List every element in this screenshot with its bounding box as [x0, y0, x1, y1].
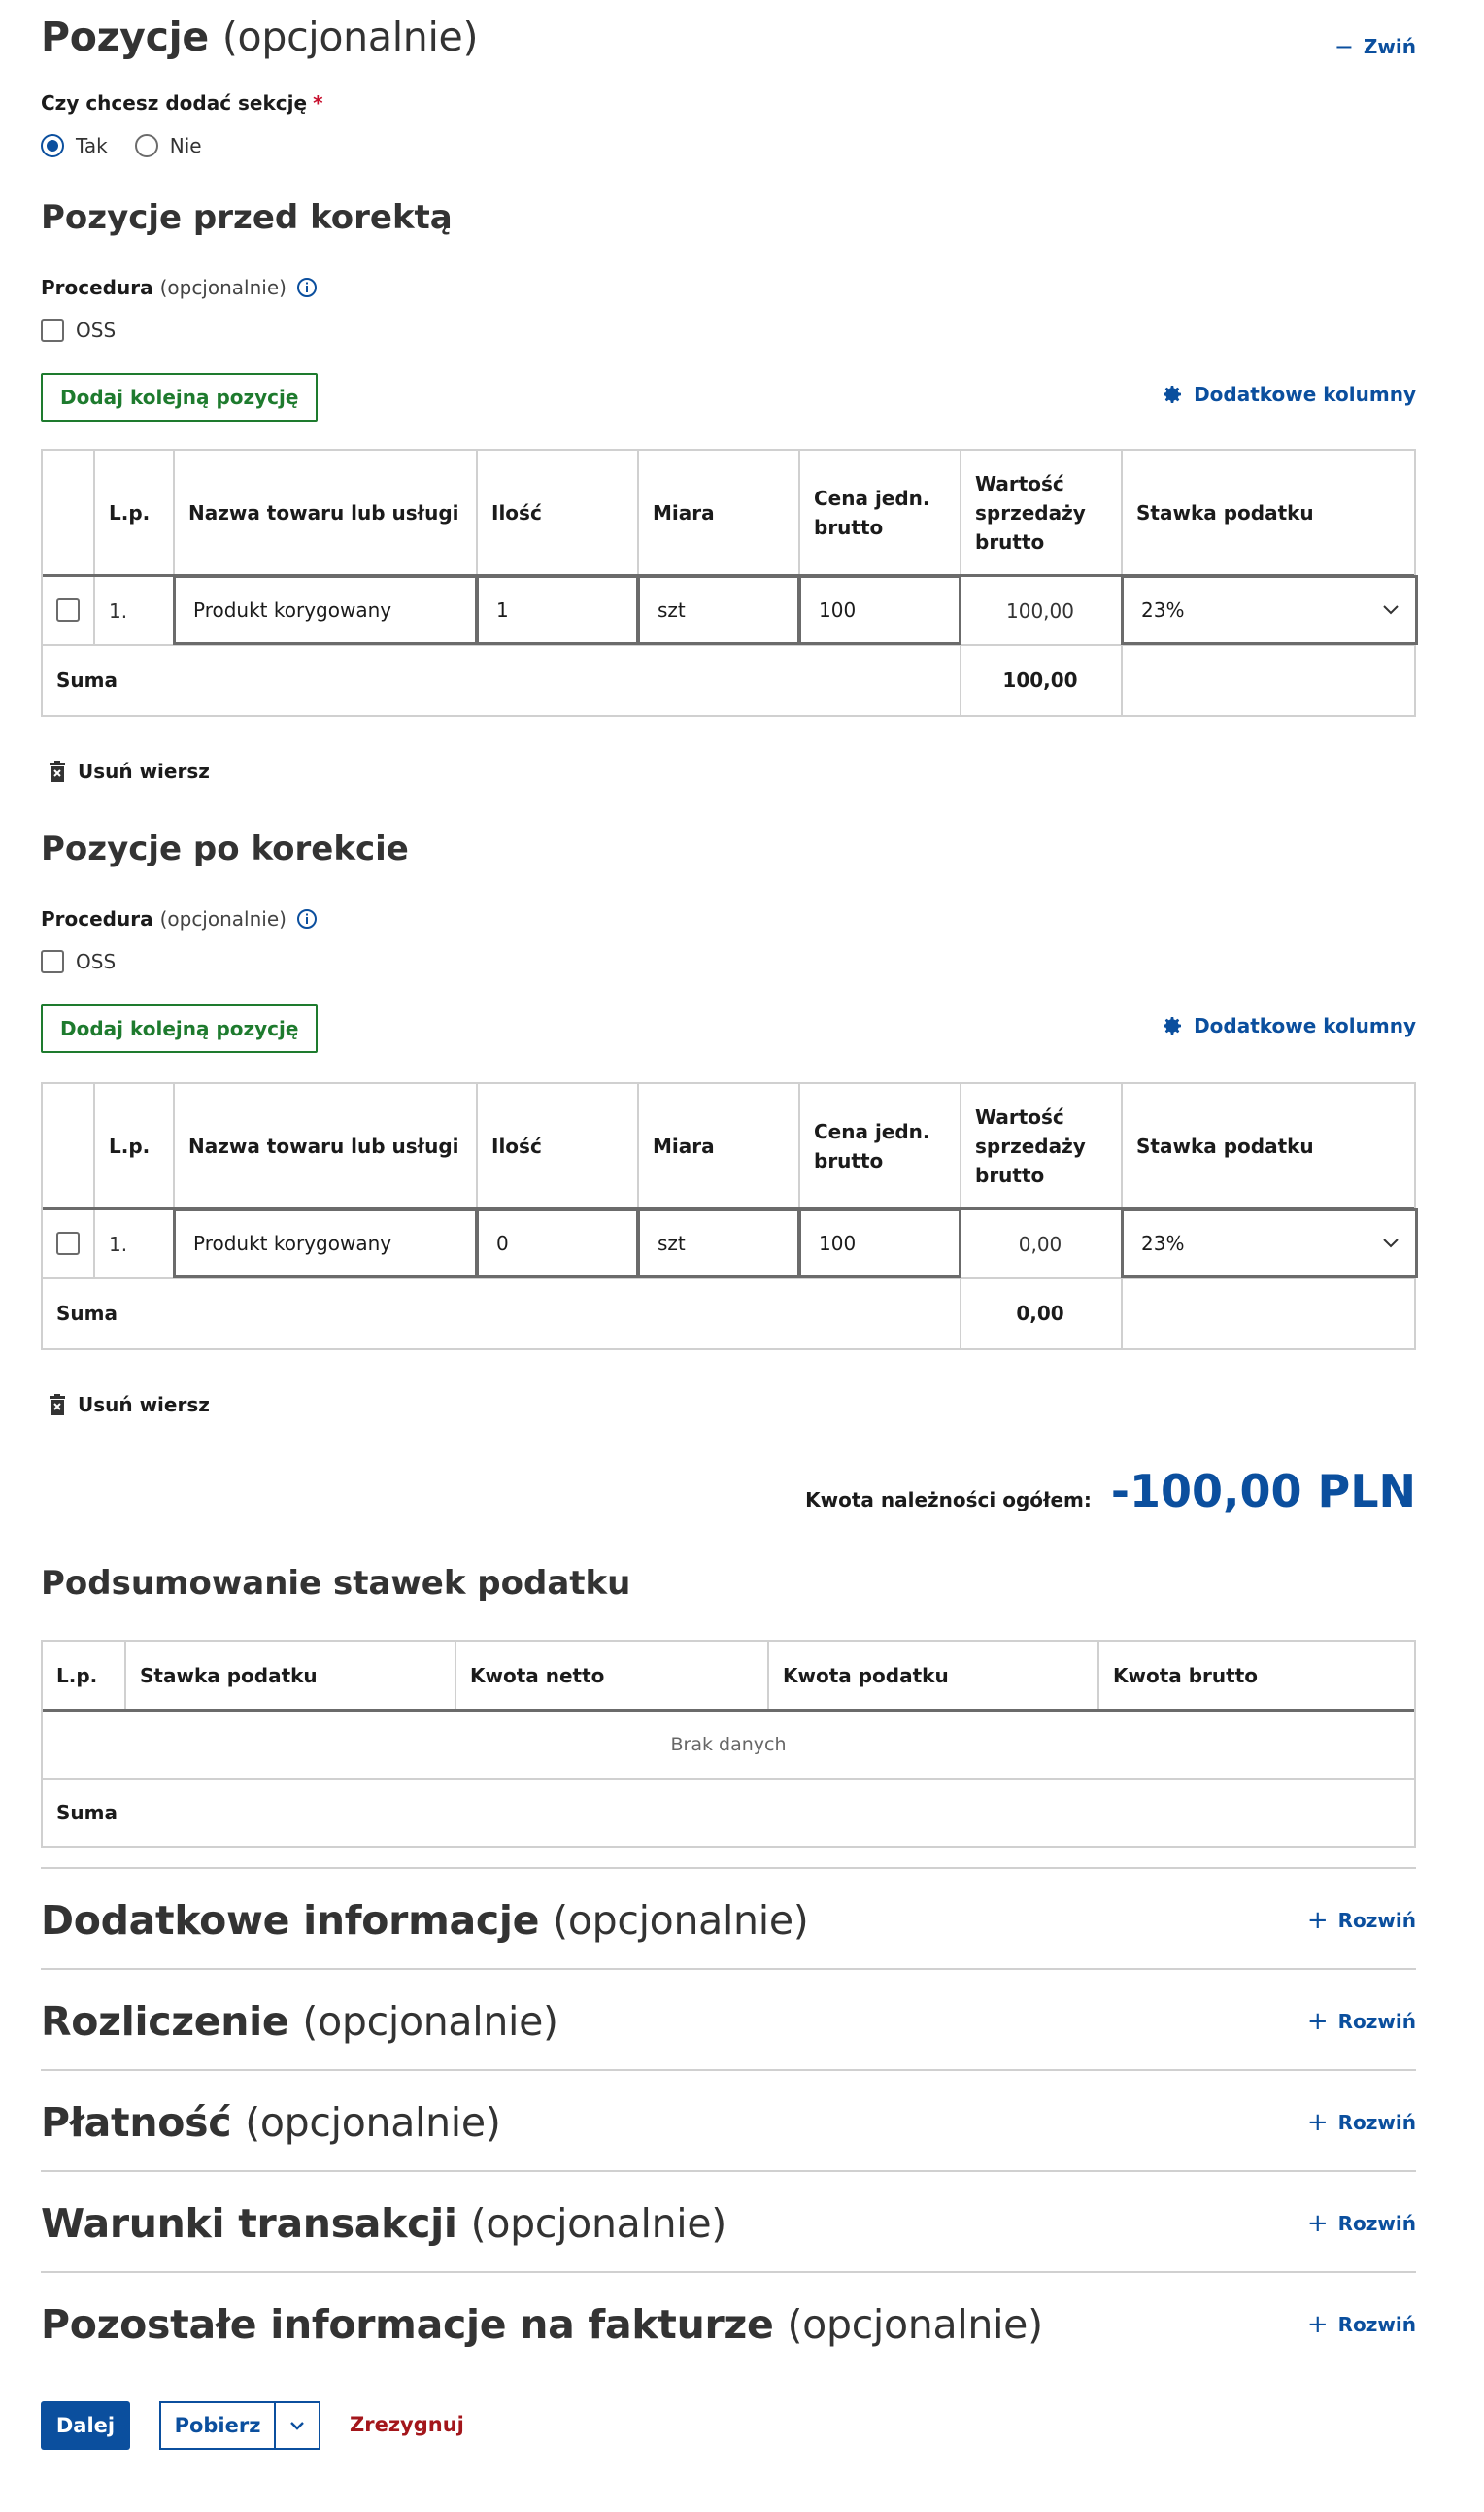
header-value-line2: sprzedaży — [975, 501, 1086, 525]
after-add-item-button[interactable]: Dodaj kolejną pozycję — [41, 1004, 318, 1053]
plus-icon: + — [1306, 2007, 1329, 2036]
question-text: Czy chcesz dodać sekcję — [41, 91, 308, 115]
gear-icon — [1161, 1014, 1184, 1037]
row-unit-input[interactable]: szt — [637, 575, 800, 645]
header-lp: L.p. — [109, 1135, 151, 1158]
expand-button[interactable] — [1307, 2108, 1416, 2137]
section-warunki-transakcji — [41, 2197, 1416, 2250]
info-icon[interactable] — [296, 908, 318, 930]
section-rozliczenie — [41, 1995, 1416, 2048]
total-amount — [805, 1465, 1416, 1517]
before-add-item-button[interactable]: Dodaj kolejną pozycję — [41, 373, 318, 422]
optional-label: (opcjonalnie) — [470, 2200, 726, 2247]
section-dodatkowe-informacje — [41, 1894, 1416, 1947]
extra-columns-label: Dodatkowe kolumny — [1194, 1014, 1416, 1037]
chevron-down-icon — [1382, 604, 1400, 616]
row-rate-select[interactable] — [1121, 575, 1418, 645]
tax-header-rate: Stawka podatku — [140, 1664, 318, 1687]
section-title-text: Rozliczenie — [41, 1998, 289, 2045]
delete-row-label: Usuń wiersz — [78, 1393, 210, 1416]
header-value — [975, 1084, 1086, 1208]
header-value-line3: brutto — [975, 530, 1045, 554]
required-mark: * — [313, 91, 323, 115]
before-oss-label: OSS — [76, 319, 117, 342]
before-procedure-label — [41, 276, 318, 299]
optional-label: (opcjonalnie) — [221, 14, 479, 60]
section-title-text: Pozostałe informacje na fakturze — [41, 2301, 774, 2348]
before-extra-columns-button[interactable] — [1161, 383, 1416, 406]
trash-icon — [49, 1394, 66, 1415]
section-pozostale-informacje — [41, 2298, 1416, 2351]
row-unit-input[interactable]: szt — [637, 1208, 800, 1278]
section-title — [41, 2301, 1043, 2348]
total-label: Kwota należności ogółem: — [805, 1488, 1092, 1511]
row-qty-input[interactable]: 0 — [476, 1208, 639, 1278]
tax-empty-state: Brak danych — [670, 1734, 787, 1755]
row-checkbox[interactable] — [56, 1232, 80, 1255]
section-title — [41, 1897, 808, 1944]
expand-button[interactable] — [1307, 2209, 1416, 2238]
expand-label: Rozwiń — [1337, 2313, 1416, 2336]
row-rate-value: 23% — [1141, 1232, 1185, 1255]
optional-label: (opcjonalnie) — [553, 1897, 809, 1944]
procedure-text: Procedura — [41, 907, 153, 931]
section-title — [41, 2200, 726, 2247]
header-rate: Stawka podatku — [1136, 1135, 1314, 1158]
optional-label: (opcjonalnie) — [302, 1998, 558, 2045]
tax-header-gross: Kwota brutto — [1113, 1664, 1259, 1687]
expand-label: Rozwiń — [1337, 2111, 1416, 2134]
row-checkbox[interactable] — [56, 598, 80, 622]
radio-yes-label: Tak — [76, 134, 108, 157]
header-unit: Miara — [653, 1135, 715, 1158]
section-platnosc — [41, 2096, 1416, 2149]
tax-header-lp: L.p. — [56, 1664, 98, 1687]
before-items-table — [41, 449, 1416, 717]
expand-button[interactable] — [1307, 1906, 1416, 1935]
expand-button[interactable] — [1307, 2007, 1416, 2036]
row-value: 0,00 — [1018, 1233, 1062, 1256]
header-unit: Miara — [653, 501, 715, 525]
row-price-input[interactable]: 100 — [798, 575, 961, 645]
header-qty: Ilość — [491, 501, 542, 525]
section-title-pozycje — [41, 14, 478, 60]
header-value-line3: brutto — [975, 1164, 1045, 1187]
header-rate: Stawka podatku — [1136, 501, 1314, 525]
download-dropdown-toggle[interactable] — [276, 2403, 319, 2448]
section-title-text: Pozycje — [41, 14, 209, 60]
before-delete-row-button[interactable] — [49, 760, 210, 783]
tax-header-tax: Kwota podatku — [783, 1664, 949, 1687]
header-value-line1: Wartość — [975, 1105, 1064, 1129]
tax-summary-table — [41, 1640, 1416, 1848]
extra-columns-label: Dodatkowe kolumny — [1194, 383, 1416, 406]
row-name-input[interactable]: Produkt korygowany — [173, 1208, 478, 1278]
row-name-input[interactable]: Produkt korygowany — [173, 575, 478, 645]
header-price — [814, 1084, 930, 1208]
section-title-text: Płatność — [41, 2099, 232, 2146]
section-title — [41, 1998, 558, 2045]
after-title: Pozycje po korekcie — [41, 830, 409, 868]
header-value-line2: sprzedaży — [975, 1135, 1086, 1158]
tax-sum-label: Suma — [56, 1801, 118, 1824]
sum-label: Suma — [56, 1302, 118, 1325]
header-price — [814, 451, 930, 575]
procedure-optional: (opcjonalnie) — [159, 907, 287, 931]
header-value-line1: Wartość — [975, 472, 1064, 495]
add-section-question — [41, 91, 323, 115]
total-value: -100,00 PLN — [1110, 1465, 1416, 1517]
plus-icon: + — [1306, 2108, 1329, 2137]
row-lp: 1. — [109, 1233, 128, 1256]
header-value — [975, 451, 1086, 575]
section-title-text: Dodatkowe informacje — [41, 1897, 540, 1944]
row-value: 100,00 — [1006, 599, 1074, 623]
minus-icon: − — [1333, 33, 1354, 60]
row-qty-input[interactable]: 1 — [476, 575, 639, 645]
sum-value: 100,00 — [1002, 668, 1078, 692]
radio-no-label: Nie — [169, 134, 202, 157]
row-price-input[interactable]: 100 — [798, 1208, 961, 1278]
download-split-button — [159, 2401, 320, 2450]
after-oss-label: OSS — [76, 950, 117, 973]
after-delete-row-button[interactable] — [49, 1393, 210, 1416]
radio-no[interactable] — [135, 134, 158, 157]
after-extra-columns-button[interactable] — [1161, 1014, 1416, 1037]
optional-label: (opcjonalnie) — [245, 2099, 501, 2146]
download-button[interactable]: Pobierz — [174, 2414, 261, 2437]
section-title — [41, 2099, 501, 2146]
header-price-line2: brutto — [814, 1149, 884, 1172]
row-lp: 1. — [109, 599, 128, 623]
header-price-line2: brutto — [814, 516, 884, 539]
expand-label: Rozwiń — [1337, 2212, 1416, 2235]
before-title: Pozycje przed korektą — [41, 198, 453, 237]
optional-label: (opcjonalnie) — [787, 2301, 1043, 2348]
gear-icon — [1161, 383, 1184, 406]
collapse-button[interactable] — [1334, 33, 1416, 60]
sum-value: 0,00 — [1016, 1302, 1064, 1325]
header-price-line1: Cena jedn. — [814, 487, 930, 510]
tax-summary-title: Podsumowanie stawek podatku — [41, 1564, 631, 1603]
before-oss-checkbox[interactable] — [41, 319, 64, 342]
next-button[interactable]: Dalej — [41, 2401, 130, 2450]
sum-label: Suma — [56, 668, 118, 692]
collapse-label: Zwiń — [1363, 35, 1416, 58]
plus-icon: + — [1306, 2310, 1329, 2339]
section-title-text: Warunki transakcji — [41, 2200, 457, 2247]
plus-icon: + — [1306, 2209, 1329, 2238]
header-name: Nazwa towaru lub usługi — [188, 501, 459, 525]
procedure-text: Procedura — [41, 276, 153, 299]
radio-yes[interactable] — [41, 134, 64, 157]
expand-label: Rozwiń — [1337, 1909, 1416, 1932]
procedure-optional: (opcjonalnie) — [159, 276, 287, 299]
tax-header-net: Kwota netto — [470, 1664, 605, 1687]
chevron-down-icon — [1382, 1238, 1400, 1249]
chevron-down-icon — [289, 2421, 305, 2430]
after-items-table — [41, 1082, 1416, 1350]
expand-button[interactable] — [1307, 2310, 1416, 2339]
after-oss-checkbox[interactable] — [41, 950, 64, 973]
header-lp: L.p. — [109, 501, 151, 525]
after-procedure-label — [41, 907, 318, 931]
delete-row-label: Usuń wiersz — [78, 760, 210, 783]
trash-icon — [49, 761, 66, 782]
row-rate-value: 23% — [1141, 598, 1185, 622]
info-icon[interactable] — [296, 277, 318, 298]
cancel-link[interactable]: Zrezygnuj — [350, 2413, 464, 2436]
header-qty: Ilość — [491, 1135, 542, 1158]
header-name: Nazwa towaru lub usługi — [188, 1135, 459, 1158]
row-rate-select[interactable] — [1121, 1208, 1418, 1278]
plus-icon: + — [1306, 1906, 1329, 1935]
expand-label: Rozwiń — [1337, 2010, 1416, 2033]
header-price-line1: Cena jedn. — [814, 1120, 930, 1143]
